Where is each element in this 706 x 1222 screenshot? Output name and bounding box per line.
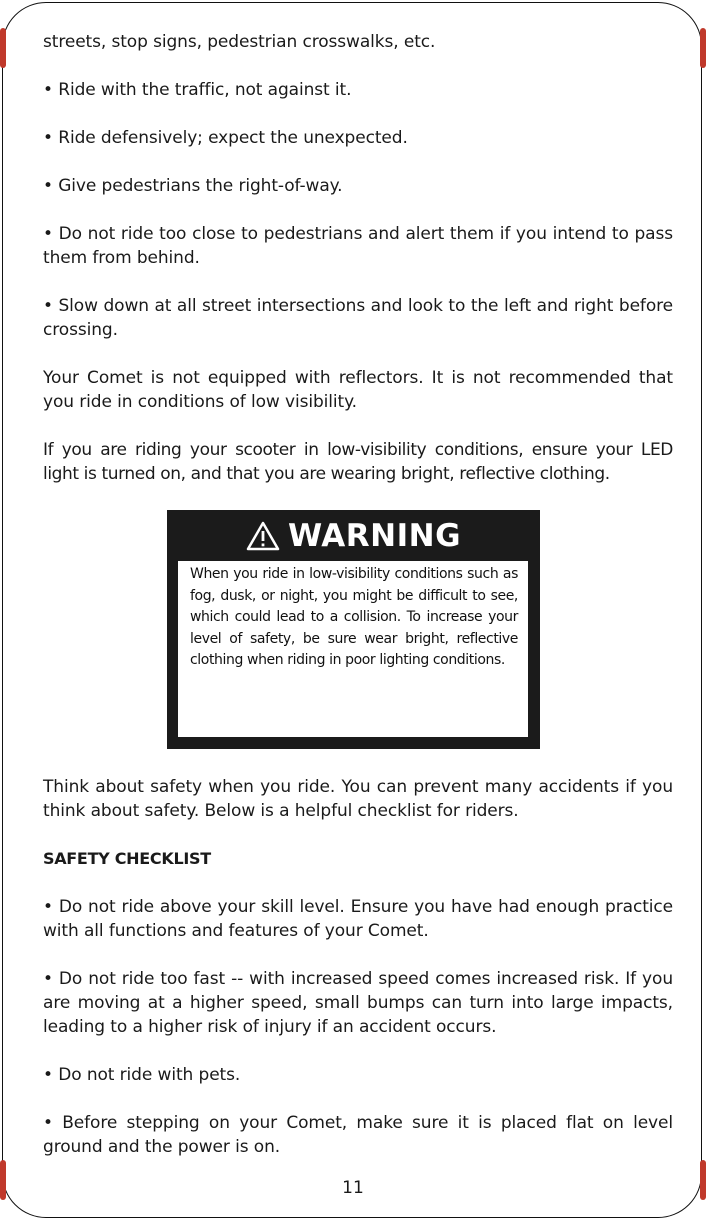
warning-title: WARNING [287,517,462,554]
warning-triangle-icon [246,521,280,551]
paragraph-low-visibility: If you are riding your scooter in low-visibility conditions, ensure your LED light is turned on, and that you are wearing bright, reflective clothing. [43,440,673,484]
checklist-item-pets: • Do not ride with pets. [43,1065,241,1085]
paragraph-reflectors: Your Comet is not equipped with reflectors. It is not recommended that you ride in conditions of low visibility. [43,368,673,412]
corner-mark-top-right [700,28,706,68]
paragraph-think-about-safety: Think about safety when you ride. You can prevent many accidents if you think about safety. Below is a helpful checklist for riders. [43,777,673,821]
bullet-ride-defensively: • Ride defensively; expect the unexpected. [43,128,408,148]
corner-mark-top-left [0,28,6,68]
checklist-item-level-ground: • Before stepping on your Comet, make sure it is placed flat on level ground and the power is on. [43,1113,673,1157]
bullet-ride-with-traffic: • Ride with the traffic, not against it. [43,80,352,100]
warning-box [167,510,540,749]
warning-header [167,510,540,561]
warning-body [178,561,528,737]
bullet-pedestrians-distance: • Do not ride too close to pedestrians and alert them if you intend to pass them from behind. [43,224,673,268]
bullet-pedestrians-right-of-way: • Give pedestrians the right-of-way. [43,176,343,196]
page-content [43,30,673,1183]
checklist-item-skill-level: • Do not ride above your skill level. Ensure you have had enough practice with all functions and features of your Comet. [43,897,673,941]
paragraph-crosswalks: streets, stop signs, pedestrian crosswalks, etc. [43,32,436,52]
checklist-item-speed: • Do not ride too fast -- with increased speed comes increased risk. If you are moving at a higher speed, small bumps can turn into large impacts, leading to a higher risk of injury if an accident occurs. [43,969,673,1037]
page-number: 11 [342,1178,364,1198]
warning-text: When you ride in low-visibility conditions such as fog, dusk, or night, you might be difficult to see, which could lead to a collision. To increase your level of safety, be sure wear bright, reflective clothing when riding in poor lighting conditions. [190,566,518,668]
bullet-slow-down-intersections: • Slow down at all street intersections and look to the left and right before crossing. [43,296,673,340]
safety-checklist-heading: SAFETY CHECKLIST [43,849,211,868]
